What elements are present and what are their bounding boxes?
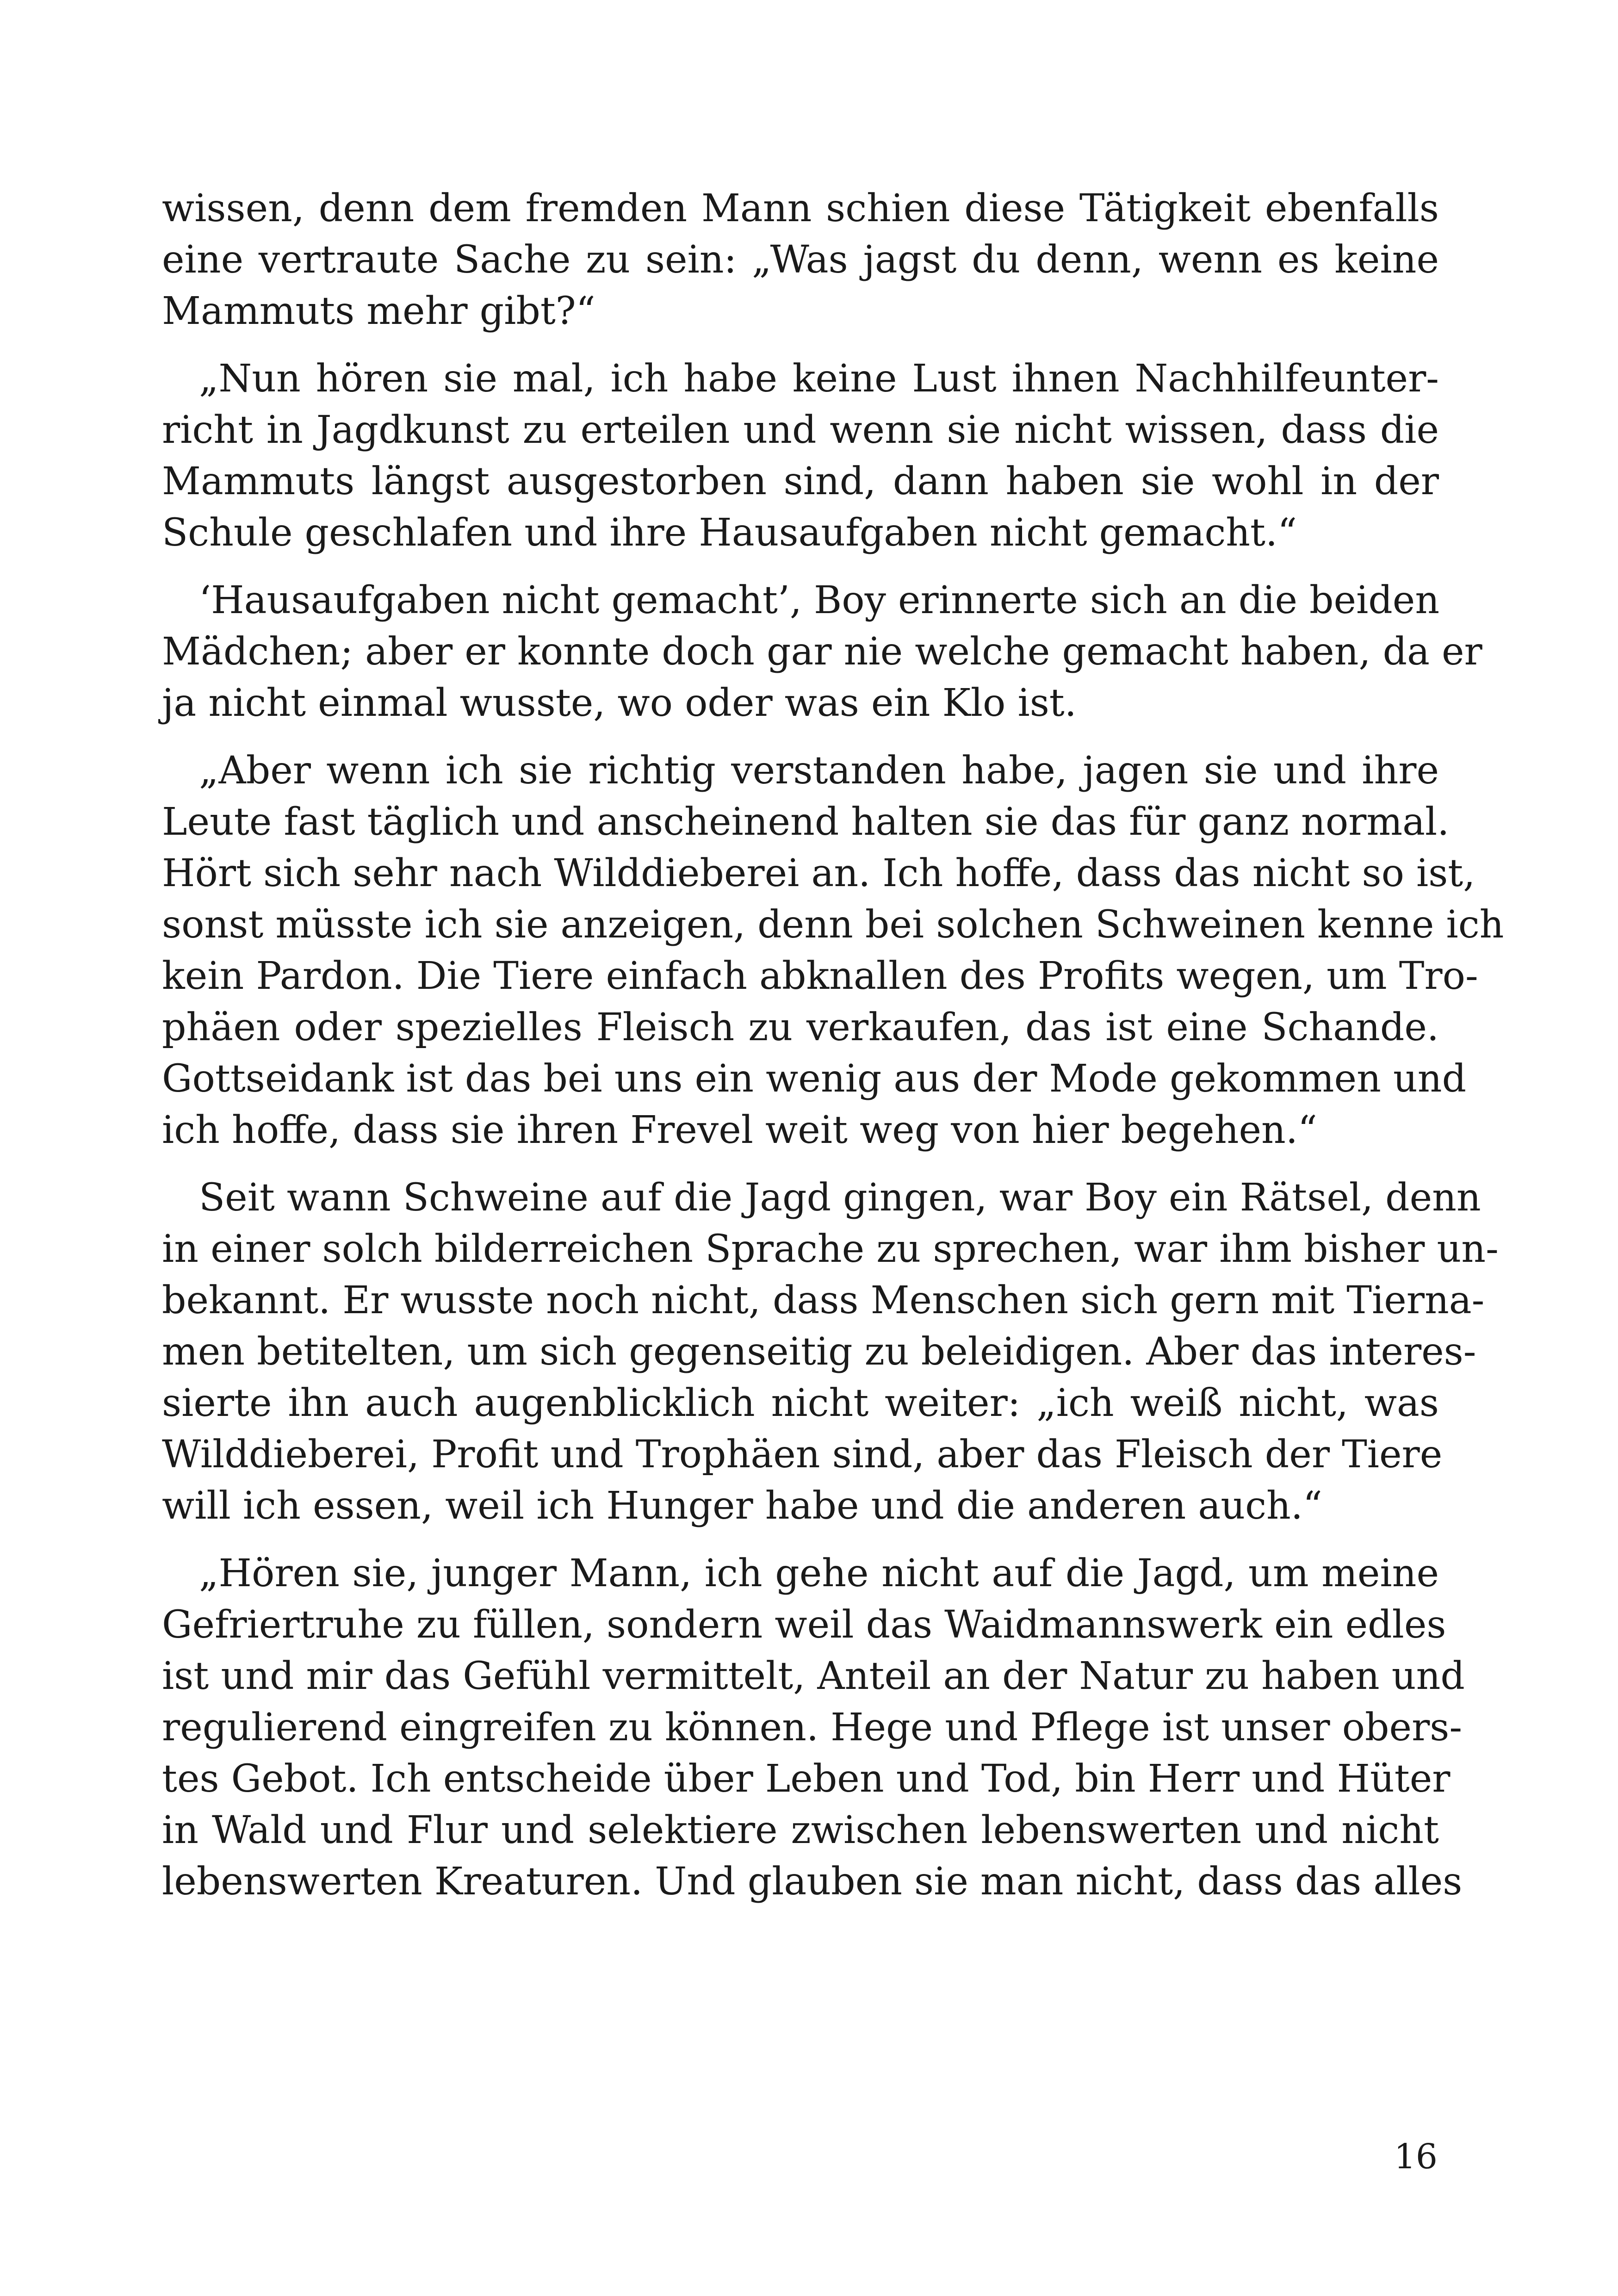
text-line: ‘Hausaufgaben nicht gemacht’, Boy erinnerte sich an die beiden xyxy=(199,578,1440,622)
text-line: sonst müsste ich sie anzeigen, denn bei solchen Schweinen kenne ich xyxy=(162,903,1504,947)
page-number: 16 xyxy=(1394,2137,1438,2177)
text-line: in Wald und Flur und selektiere zwischen lebenswerten und nicht xyxy=(162,1808,1439,1852)
text-line: in einer solch bilderreichen Sprache zu sprechen, war ihm bisher un- xyxy=(162,1227,1499,1271)
text-line: Schule geschlafen und ihre Hausaufgaben nicht gemacht.“ xyxy=(162,511,1297,555)
text-line: ja nicht einmal wusste, wo oder was ein Klo ist. xyxy=(162,681,1077,725)
paragraph xyxy=(162,1172,1499,1532)
text-line: „Nun hören sie mal, ich habe keine Lust ihnen Nachhilfeunter- xyxy=(199,357,1439,401)
text-line: Seit wann Schweine auf die Jagd gingen, war Boy ein Rätsel, denn xyxy=(199,1176,1481,1220)
text-line: ist und mir das Gefühl vermittelt, Anteil an der Natur zu haben und xyxy=(162,1654,1465,1698)
paragraph xyxy=(162,745,1504,1156)
text-line: „Aber wenn ich sie richtig verstanden habe, jagen sie und ihre xyxy=(199,749,1439,793)
text-line: Gottseidank ist das bei uns ein wenig aus der Mode gekommen und xyxy=(162,1057,1467,1101)
body-text xyxy=(162,183,1504,1924)
text-line: bekannt. Er wusste noch nicht, dass Menschen sich gern mit Tierna- xyxy=(162,1278,1485,1322)
text-line: eine vertraute Sache zu sein: „Was jagst du denn, wenn es keine xyxy=(162,238,1439,282)
text-line: sierte ihn auch augenblicklich nicht weiter: „ich weiß nicht, was xyxy=(162,1381,1439,1425)
paragraph xyxy=(162,575,1482,729)
text-line: wissen, denn dem fremden Mann schien diese Tätigkeit ebenfalls xyxy=(162,186,1439,230)
text-line: ich hoffe, dass sie ihren Frevel weit weg von hier begehen.“ xyxy=(162,1108,1317,1152)
text-line: Wilddieberei, Profit und Trophäen sind, aber das Fleisch der Tiere xyxy=(162,1433,1443,1477)
text-line: richt in Jagdkunst zu erteilen und wenn sie nicht wissen, dass die xyxy=(162,408,1439,452)
text-line: tes Gebot. Ich entscheide über Leben und Tod, bin Herr und Hüter xyxy=(162,1757,1451,1801)
paragraph xyxy=(162,353,1439,558)
paragraph xyxy=(162,183,1439,337)
text-line: regulierend eingreifen zu können. Hege und Pflege ist unser obers- xyxy=(162,1706,1463,1750)
text-line: kein Pardon. Die Tiere einfach abknallen des Profits wegen, um Tro- xyxy=(162,954,1478,998)
text-line: lebenswerten Kreaturen. Und glauben sie man nicht, dass das alles xyxy=(162,1860,1463,1904)
text-line: phäen oder spezielles Fleisch zu verkaufen, das ist eine Schande. xyxy=(162,1005,1439,1049)
text-line: Mammuts längst ausgestorben sind, dann haben sie wohl in der xyxy=(162,459,1439,503)
text-line: Hört sich sehr nach Wilddieberei an. Ich hoffe, dass das nicht so ist, xyxy=(162,851,1475,895)
text-line: Gefriertruhe zu füllen, sondern weil das Waidmannswerk ein edles xyxy=(162,1603,1446,1647)
paragraph xyxy=(162,1548,1465,1907)
text-line: men betitelten, um sich gegenseitig zu beleidigen. Aber das interes- xyxy=(162,1330,1476,1374)
text-line: Leute fast täglich und anscheinend halten sie das für ganz normal. xyxy=(162,800,1450,844)
text-line: „Hören sie, junger Mann, ich gehe nicht auf die Jagd, um meine xyxy=(199,1551,1439,1595)
text-line: Mammuts mehr gibt?“ xyxy=(162,289,595,333)
text-line: Mädchen; aber er konnte doch gar nie welche gemacht haben, da er xyxy=(162,630,1482,674)
text-line: will ich essen, weil ich Hunger habe und die anderen auch.“ xyxy=(162,1484,1322,1528)
